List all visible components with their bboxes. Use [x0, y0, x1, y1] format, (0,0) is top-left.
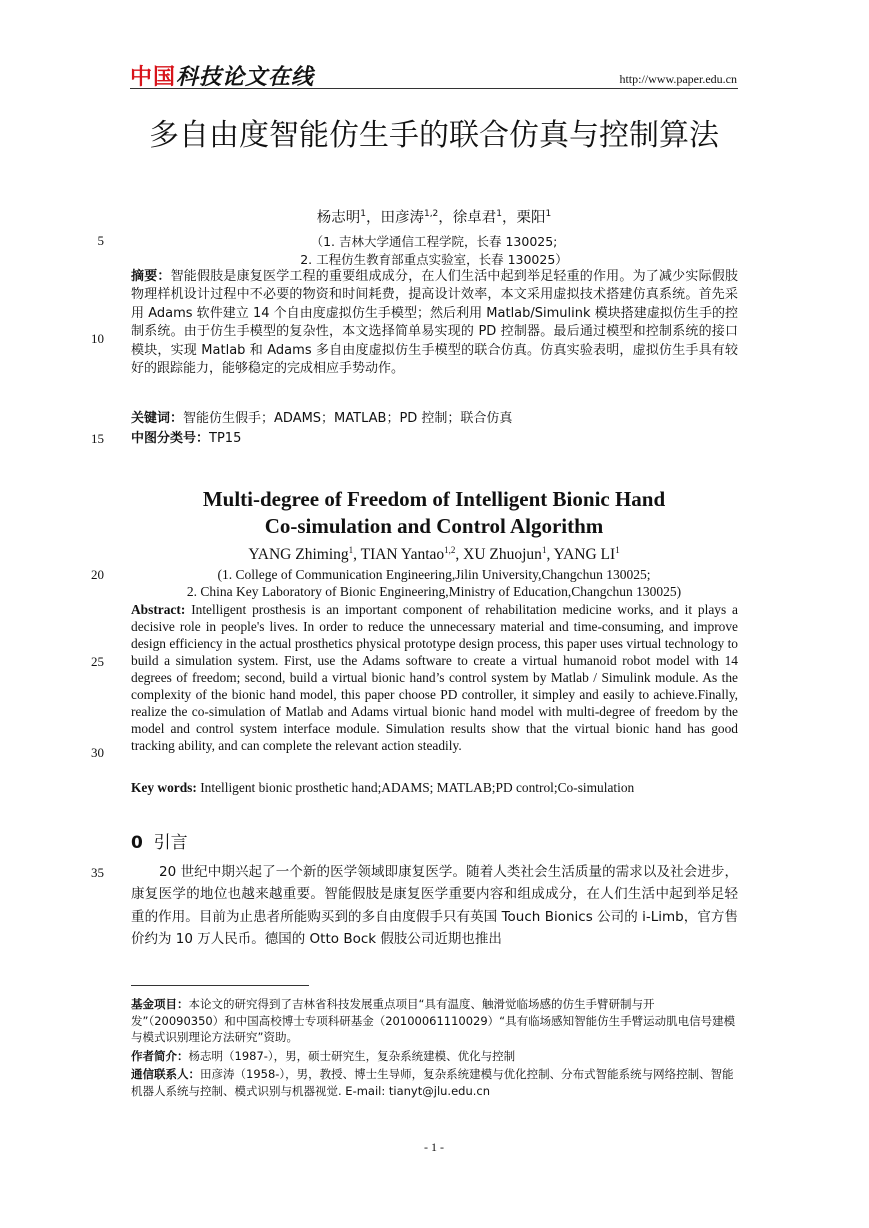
cn-authors: 杨志明$^1$，田彦涛$^{1,2}$，徐卓君$^1$，栗阳$^1$ — [316, 209, 552, 226]
en-affiliation-1: (1. College of Communication Engineering,Jilin University,Changchun 130025; — [217, 567, 651, 582]
en-authors: YANG Zhiming$^1$, TIAN Yantao$^{1,2}$, XU Zhuojun$^1$, YANG $LI^1$ — [248, 544, 620, 563]
page-number: - 1 - — [424, 1140, 444, 1154]
cn-paper-title: 多自由度智能仿生手的联合仿真与控制算法 — [149, 118, 719, 153]
en-paper-title: Multi-degree of Freedom of Intelligent Bionic Hand Co-simulation and Control Algorithm — [202, 487, 666, 538]
en-keywords: Key words: Intelligent bionic prosthetic hand;ADAMS; MATLAB;PD control;Co-simulation — [131, 780, 635, 795]
cn-affiliation-1: （1. 吉林大学通信工程学院，长春 130025; — [310, 234, 558, 249]
cn-keywords: 关键词：智能仿生假手；ADAMS；MATLAB；PD 控制；联合仿真 — [131, 411, 513, 426]
line-number: 20 — [91, 567, 104, 582]
footnote-contact: 通信联系人：田彦涛（1958-），男，教授、博士生导师，复杂系统建模与优化控制、分布式智能系统与网络控制、智能机器人系统与控制、模式识别与机器视觉. E-mail: tianyt@jlu.edu.cn — [131, 1067, 734, 1098]
header-rule — [130, 88, 738, 89]
line-number: 25 — [91, 654, 104, 669]
header-url[interactable]: http://www.paper.edu.cn — [619, 72, 737, 86]
line-number: 5 — [97, 233, 104, 248]
line-number: 10 — [91, 331, 104, 346]
cn-classification: 中图分类号：TP15 — [131, 431, 242, 446]
intro-paragraph: 20 世纪中期兴起了一个新的医学领域即康复医学。随着人类社会生活质量的需求以及社会进步，康复医学的地位也越来越重要。智能假肢是康复医学重要内容和组成成分，在人们生活中起到举足轻重的作用。目前为止患者所能购买到的多自由度假手只有英国 Touch Bionics 公司的 i-Limb，官方售价约为 10 万人民币。德国的 Otto Bock 假肢公司近期也推出 — [131, 864, 738, 948]
en-abstract: Abstract: Intelligent prosthesis is an important component of rehabilitation medicine works, and it plays a decisive role in people's lives. In order to reduce the unnecessary material and time-consuming, and improve design efficiency in the actual prosthetics physical prototype design process, this paper uses virtual technology to build a simulation system. First, use the Adams software to create a virtual humanoid robot model with 14 degrees of freedom; second, build a virtual bionic hand’s control system by Matlab / Simulink module. As the complexity of the bionic hand model, this paper choose PD controller, it simpley and easily to achieve.Finally, realize the co-simulation of Matlab and Adams virtual bionic hand model with multi-degree of freedom by the model and control system interface module. Simulation results show that the virtual bionic hand has good tracking ability, and can complete the relevant action steadily. — [131, 602, 739, 753]
footnote-fund: 基金项目：本论文的研究得到了吉林省科技发展重点项目“具有温度、触滑觉临场感的仿生手臂研制与开发”（20090350）和中国高校博士专项科研基金（20100061110029）“具有临场感知智能仿生手臂运动肌电信号建模与模式识别理论方法研究”资助。 — [131, 997, 736, 1044]
line-number: 30 — [91, 745, 104, 760]
cn-affiliation-2: 2. 工程仿生教育部重点实验室，长春 130025） — [300, 252, 568, 267]
cn-abstract: 摘要：智能假肢是康复医学工程的重要组成成分，在人们生活中起到举足轻重的作用。为了减少实际假肢物理样机设计过程中不必要的物资和时间耗费，提高设计效率，本文采用虚拟技术搭建仿真系统。首先采用 Adams 软件建立 14 个自由度虚拟仿生手模型；然后利用 Matlab/Simulink 模块搭建虚拟仿生手的控制系统。由于仿生手模型的复杂性，本文选择简单易实现的 PD 控制器。最后通过模型和控制系统的接口模块，实现 Matlab 和 Adams 多自由度虚拟仿生手模型的联合仿真。仿真实验表明，虚拟仿生手具有较好的跟踪能力，能够稳定的完成相应手势动作。 — [131, 269, 738, 377]
footnote-rule — [131, 985, 309, 986]
section-heading: 0 引言 — [131, 833, 188, 853]
line-number: 15 — [91, 431, 104, 446]
en-affiliation-2: 2. China Key Laboratory of Bionic Engineering,Ministry of Education,Changchun 130025) — [186, 584, 682, 599]
footnote-author: 作者简介：杨志明（1987-），男，硕士研究生，复杂系统建模、优化与控制 — [131, 1049, 516, 1063]
line-number: 35 — [91, 865, 104, 880]
journal-logo: 中国科技论文在线 — [130, 65, 315, 90]
